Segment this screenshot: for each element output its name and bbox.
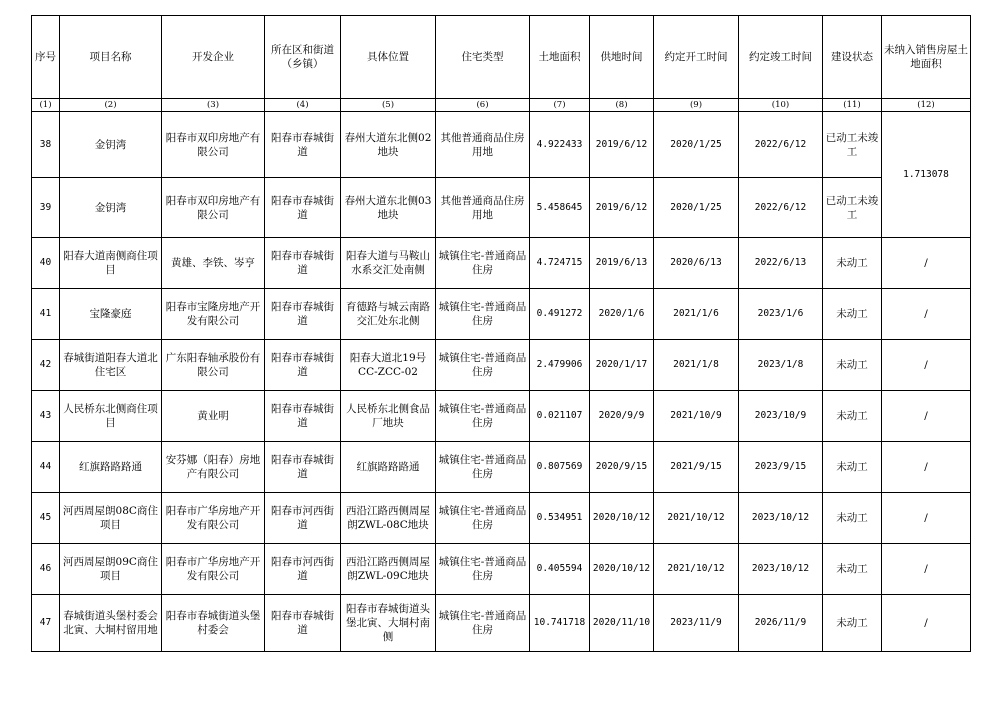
column-number-row (32, 99, 971, 112)
land-area-cell: 0.491272 (530, 289, 590, 340)
district-cell: 阳春市河西街道 (265, 544, 341, 595)
row-number-cell: 47 (32, 595, 60, 652)
supply-date-cell: 2019/6/12 (590, 112, 654, 178)
table-row (32, 391, 971, 442)
location-cell: 春州大道东北侧03地块 (341, 178, 436, 238)
finish-date-cell: 2023/10/12 (739, 493, 823, 544)
finish-date-cell: 2022/6/13 (739, 238, 823, 289)
column-number: (8) (590, 99, 654, 112)
row-number-cell: 46 (32, 544, 60, 595)
finish-date-cell: 2023/10/9 (739, 391, 823, 442)
land-area-cell: 0.534951 (530, 493, 590, 544)
header-cell: 所在区和街道（乡镇） (265, 16, 341, 99)
column-number: (6) (436, 99, 530, 112)
developer-cell: 阳春市广华房地产开发有限公司 (162, 493, 265, 544)
district-cell: 阳春市春城街道 (265, 178, 341, 238)
header-cell: 建设状态 (823, 16, 882, 99)
start-date-cell: 2020/6/13 (654, 238, 739, 289)
project-name-cell: 春城街道阳春大道北住宅区 (60, 340, 162, 391)
location-cell: 阳春大道北19号CC-ZCC-02 (341, 340, 436, 391)
housing-type-cell: 城镇住宅-普通商品住房 (436, 544, 530, 595)
supply-date-cell: 2020/10/12 (590, 493, 654, 544)
location-cell: 西沿江路西侧周屋朗ZWL-08C地块 (341, 493, 436, 544)
table-row (32, 112, 971, 178)
housing-type-cell: 城镇住宅-普通商品住房 (436, 391, 530, 442)
project-name-cell: 阳春大道南侧商住项目 (60, 238, 162, 289)
developer-cell: 黄业明 (162, 391, 265, 442)
location-cell: 西沿江路西侧周屋朗ZWL-09C地块 (341, 544, 436, 595)
land-area-cell: 4.724715 (530, 238, 590, 289)
table-row (32, 595, 971, 652)
district-cell: 阳春市春城街道 (265, 391, 341, 442)
start-date-cell: 2020/1/25 (654, 178, 739, 238)
header-cell: 具体位置 (341, 16, 436, 99)
land-area-cell: 5.458645 (530, 178, 590, 238)
finish-date-cell: 2022/6/12 (739, 178, 823, 238)
project-name-cell: 宝隆豪庭 (60, 289, 162, 340)
column-number: (9) (654, 99, 739, 112)
land-supply-table (31, 15, 971, 652)
start-date-cell: 2020/1/25 (654, 112, 739, 178)
construction-status-cell: 未动工 (823, 595, 882, 652)
housing-type-cell: 城镇住宅-普通商品住房 (436, 442, 530, 493)
project-name-cell: 人民桥东北侧商住项目 (60, 391, 162, 442)
land-area-cell: 0.021107 (530, 391, 590, 442)
supply-date-cell: 2019/6/13 (590, 238, 654, 289)
header-cell: 土地面积 (530, 16, 590, 99)
location-cell: 阳春市春城街道头堡北寅、大垌村南侧 (341, 595, 436, 652)
housing-type-cell: 城镇住宅-普通商品住房 (436, 238, 530, 289)
project-name-cell: 春城街道头堡村委会北寅、大垌村留用地 (60, 595, 162, 652)
table-row (32, 442, 971, 493)
table-row (32, 340, 971, 391)
table-row (32, 289, 971, 340)
land-area-cell: 2.479906 (530, 340, 590, 391)
unsold-area-cell: / (882, 442, 971, 493)
header-cell: 项目名称 (60, 16, 162, 99)
land-area-cell: 0.807569 (530, 442, 590, 493)
unsold-area-cell: / (882, 238, 971, 289)
district-cell: 阳春市春城街道 (265, 442, 341, 493)
housing-type-cell: 城镇住宅-普通商品住房 (436, 340, 530, 391)
header-cell: 约定竣工时间 (739, 16, 823, 99)
supply-date-cell: 2020/10/12 (590, 544, 654, 595)
column-number: (1) (32, 99, 60, 112)
developer-cell: 阳春市宝隆房地产开发有限公司 (162, 289, 265, 340)
location-cell: 春州大道东北侧02地块 (341, 112, 436, 178)
row-number-cell: 43 (32, 391, 60, 442)
unsold-area-cell: / (882, 493, 971, 544)
construction-status-cell: 未动工 (823, 391, 882, 442)
start-date-cell: 2021/9/15 (654, 442, 739, 493)
housing-type-cell: 城镇住宅-普通商品住房 (436, 493, 530, 544)
project-name-cell: 河西周屋朗08C商住项目 (60, 493, 162, 544)
developer-cell: 阳春市广华房地产开发有限公司 (162, 544, 265, 595)
construction-status-cell: 已动工未竣工 (823, 178, 882, 238)
district-cell: 阳春市春城街道 (265, 595, 341, 652)
table-row (32, 178, 971, 238)
housing-type-cell: 其他普通商品住房用地 (436, 112, 530, 178)
supply-date-cell: 2020/1/6 (590, 289, 654, 340)
finish-date-cell: 2022/6/12 (739, 112, 823, 178)
supply-date-cell: 2020/9/9 (590, 391, 654, 442)
developer-cell: 阳春市春城街道头堡村委会 (162, 595, 265, 652)
location-cell: 红旗路路路通 (341, 442, 436, 493)
developer-cell: 广东阳春轴承股份有限公司 (162, 340, 265, 391)
finish-date-cell: 2023/10/12 (739, 544, 823, 595)
header-row (32, 16, 971, 99)
construction-status-cell: 未动工 (823, 289, 882, 340)
land-area-cell: 0.405594 (530, 544, 590, 595)
construction-status-cell: 未动工 (823, 238, 882, 289)
project-name-cell: 金钥湾 (60, 112, 162, 178)
supply-date-cell: 2020/1/17 (590, 340, 654, 391)
header-cell: 开发企业 (162, 16, 265, 99)
finish-date-cell: 2023/1/8 (739, 340, 823, 391)
supply-date-cell: 2020/9/15 (590, 442, 654, 493)
district-cell: 阳春市春城街道 (265, 238, 341, 289)
district-cell: 阳春市河西街道 (265, 493, 341, 544)
start-date-cell: 2021/10/9 (654, 391, 739, 442)
column-number: (10) (739, 99, 823, 112)
unsold-area-cell: / (882, 340, 971, 391)
table-row (32, 544, 971, 595)
construction-status-cell: 未动工 (823, 544, 882, 595)
housing-type-cell: 城镇住宅-普通商品住房 (436, 595, 530, 652)
unsold-area-cell: / (882, 595, 971, 652)
district-cell: 阳春市春城街道 (265, 340, 341, 391)
row-number-cell: 40 (32, 238, 60, 289)
table-row (32, 238, 971, 289)
project-name-cell: 红旗路路路通 (60, 442, 162, 493)
row-number-cell: 39 (32, 178, 60, 238)
unsold-area-cell: / (882, 391, 971, 442)
unsold-area-cell: / (882, 289, 971, 340)
header-cell: 约定开工时间 (654, 16, 739, 99)
supply-date-cell: 2019/6/12 (590, 178, 654, 238)
header-cell: 未纳入销售房屋土地面积 (882, 16, 971, 99)
construction-status-cell: 已动工未竣工 (823, 112, 882, 178)
location-cell: 人民桥东北侧食品厂地块 (341, 391, 436, 442)
construction-status-cell: 未动工 (823, 340, 882, 391)
start-date-cell: 2021/10/12 (654, 493, 739, 544)
project-name-cell: 金钥湾 (60, 178, 162, 238)
table-row (32, 493, 971, 544)
header-cell: 供地时间 (590, 16, 654, 99)
supply-date-cell: 2020/11/10 (590, 595, 654, 652)
construction-status-cell: 未动工 (823, 493, 882, 544)
column-number: (11) (823, 99, 882, 112)
row-number-cell: 38 (32, 112, 60, 178)
construction-status-cell: 未动工 (823, 442, 882, 493)
column-number: (5) (341, 99, 436, 112)
row-number-cell: 41 (32, 289, 60, 340)
location-cell: 育德路与城云南路交汇处东北侧 (341, 289, 436, 340)
start-date-cell: 2021/10/12 (654, 544, 739, 595)
unsold-area-cell: / (882, 544, 971, 595)
row-number-cell: 44 (32, 442, 60, 493)
location-cell: 阳春大道与马鞍山水系交汇处南侧 (341, 238, 436, 289)
finish-date-cell: 2023/9/15 (739, 442, 823, 493)
finish-date-cell: 2026/11/9 (739, 595, 823, 652)
column-number: (12) (882, 99, 971, 112)
finish-date-cell: 2023/1/6 (739, 289, 823, 340)
row-number-cell: 42 (32, 340, 60, 391)
land-area-cell: 10.741718 (530, 595, 590, 652)
header-cell: 序号 (32, 16, 60, 99)
developer-cell: 阳春市双印房地产有限公司 (162, 112, 265, 178)
start-date-cell: 2023/11/9 (654, 595, 739, 652)
developer-cell: 安芬娜（阳春）房地产有限公司 (162, 442, 265, 493)
housing-type-cell: 城镇住宅-普通商品住房 (436, 289, 530, 340)
project-name-cell: 河西周屋朗09C商住项目 (60, 544, 162, 595)
column-number: (2) (60, 99, 162, 112)
land-area-cell: 4.922433 (530, 112, 590, 178)
unsold-area-merged-cell: 1.713078 (882, 112, 971, 238)
district-cell: 阳春市春城街道 (265, 289, 341, 340)
housing-type-cell: 其他普通商品住房用地 (436, 178, 530, 238)
row-number-cell: 45 (32, 493, 60, 544)
developer-cell: 阳春市双印房地产有限公司 (162, 178, 265, 238)
column-number: (4) (265, 99, 341, 112)
district-cell: 阳春市春城街道 (265, 112, 341, 178)
header-cell: 住宅类型 (436, 16, 530, 99)
start-date-cell: 2021/1/8 (654, 340, 739, 391)
developer-cell: 黄雄、李铁、岑亨 (162, 238, 265, 289)
column-number: (7) (530, 99, 590, 112)
column-number: (3) (162, 99, 265, 112)
start-date-cell: 2021/1/6 (654, 289, 739, 340)
